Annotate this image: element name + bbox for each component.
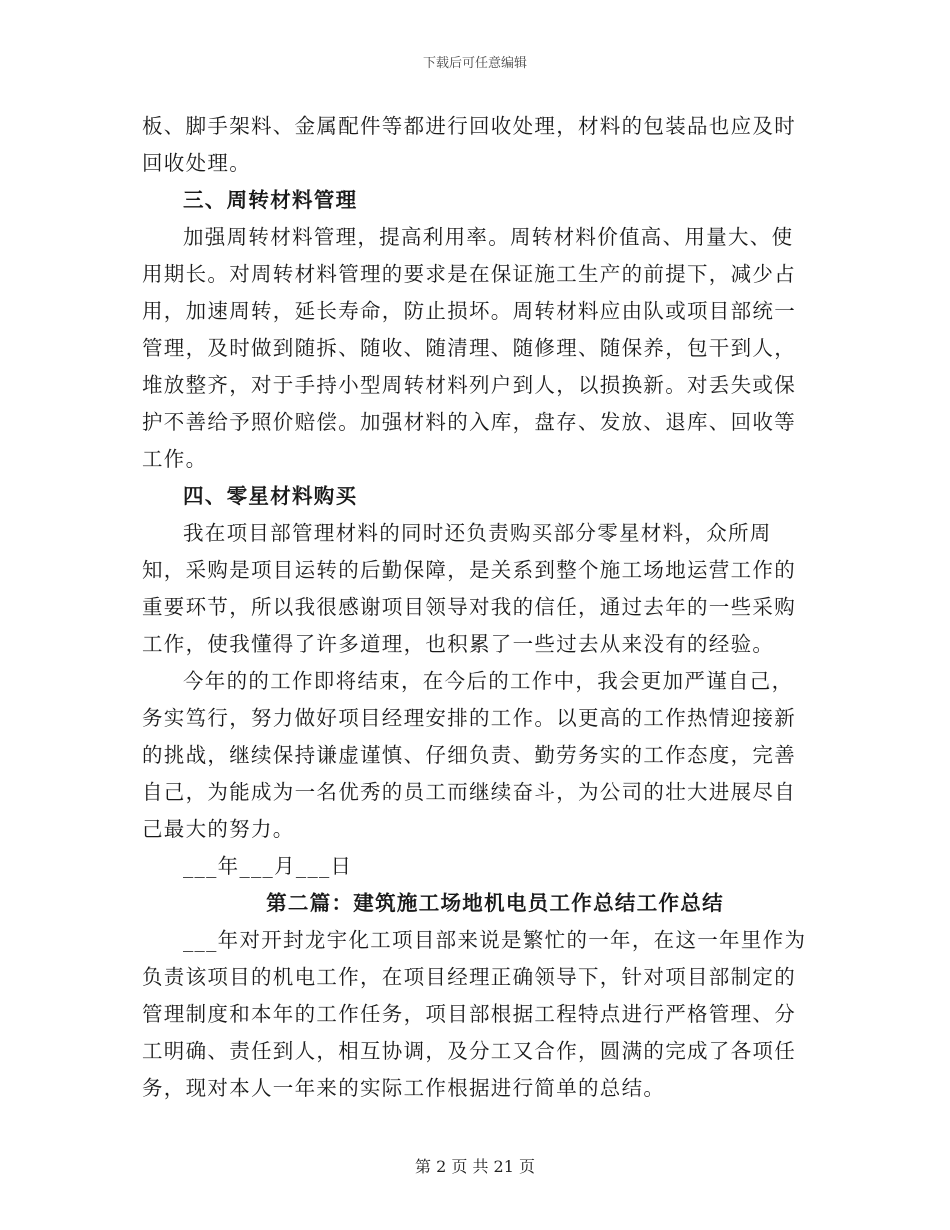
heading-small-purchases: 四、零星材料购买 (183, 484, 358, 508)
section-title: 第二篇：建筑施工场地机电员工作总结工作总结 (266, 891, 724, 915)
document-body (142, 108, 808, 1107)
paragraph-turnover-materials: 加强周转材料管理，提高利用率。周转材料价值高、用量大、使用期长。对周转材料管理的要求是在保证施工生产的前提下，减少占用，加速周转，延长寿命，防止损坏。周转材料应由队或项目部统一管理，及时做到随拆、随收、随清理、随修理、随保养，包干到人，堆放整齐，对于手持小型周转材料列户到人，以损换新。对丢失或保护不善给予照价赔偿。加强材料的入库，盘存、发放、退库、回收等工作。 (142, 225, 796, 471)
paragraph-recycling: 板、脚手架料、金属配件等都进行回收处理，材料的包装品也应及时回收处理。 (142, 114, 796, 175)
paragraph-section2-intro: ___年对开封龙宇化工项目部来说是繁忙的一年，在这一年里作为负责该项目的机电工作，在项目经理正确领导下，针对项目部制定的管理制度和本年的工作任务，项目部根据工程特点进行严格管理、分工明确、责任到人，相互协调，及分工又合作，圆满的完成了各项任务，现对本人一年来的实际工作根据进行简单的总结。 (142, 928, 807, 1100)
paragraph-small-purchases: 我在项目部管理材料的同时还负责购买部分零星材料，众所周知，采购是项目运转的后勤保障，是关系到整个施工场地运营工作的重要环节，所以我很感谢项目领导对我的信任，通过去年的一些采购工作，使我懂得了许多道理，也积累了一些过去从来没有的经验。 (142, 521, 796, 656)
page-footer: 第 2 页 共 21 页 (415, 1157, 535, 1176)
heading-turnover-materials: 三、周转材料管理 (183, 188, 358, 212)
page-header: 下载后可任意编辑 (422, 56, 527, 71)
date-line: ___年___月___日 (183, 854, 353, 878)
paragraph-conclusion: 今年的的工作即将结束，在今后的工作中，我会更加严谨自己，务实笃行，努力做好项目经理安排的工作。以更高的工作热情迎接新的挑战，继续保持谦虚谨慎、仔细负责、勤劳务实的工作态度，完善自己，为能成为一名优秀的员工而继续奋斗，为公司的壮大进展尽自己最大的努力。 (142, 669, 796, 841)
